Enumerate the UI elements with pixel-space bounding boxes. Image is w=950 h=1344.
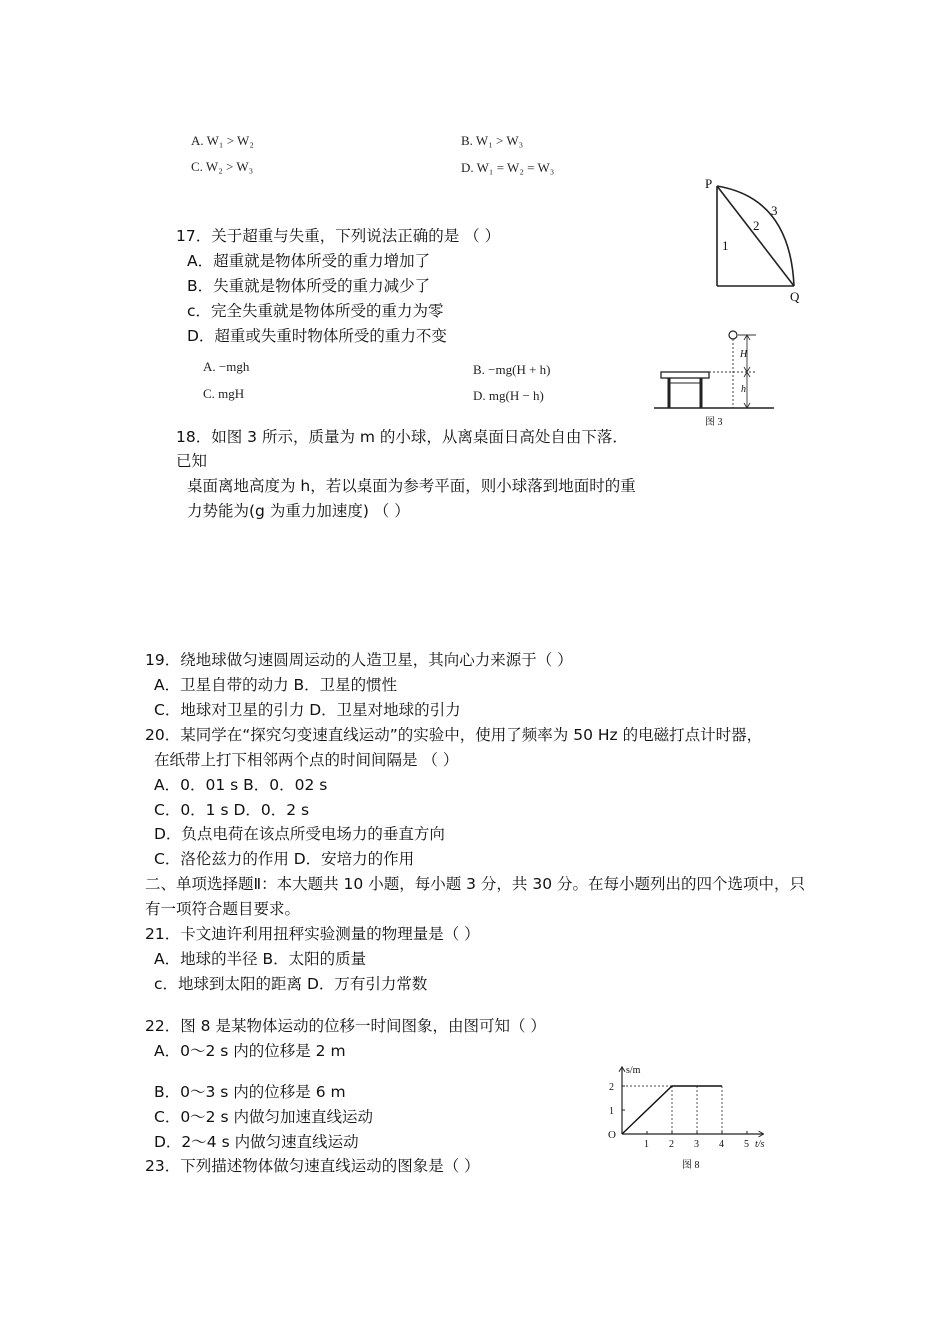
- q21-options-cd: c．地球到太阳的距离 D．万有引力常数: [154, 975, 428, 993]
- q18-stem-line4: 力势能为(g 为重力加速度) （ ）: [187, 502, 410, 520]
- q20-options-cd: C．0．1 s D．0．2 s: [154, 801, 310, 819]
- y-axis-label: s/m: [626, 1064, 641, 1076]
- q21-options-ab: A．地球的半径 B．太阳的质量: [154, 950, 367, 968]
- q17-option-b: B．失重就是物体所受的重力减少了: [187, 277, 431, 295]
- q19-options-ab: A．卫星自带的动力 B．卫星的惯性: [154, 676, 398, 694]
- figure-3: [652, 326, 776, 430]
- x-tick-label: 2: [669, 1139, 674, 1150]
- q18-stem-line1: 18．如图 3 所示，质量为 m 的小球，从离桌面日高处自由下落．: [176, 428, 628, 446]
- q18-stem-line3: 桌面离地高度为 h，若以桌面为参考平面，则小球落到地面时的重: [187, 477, 636, 495]
- q22-option-d: D．2～4 s 内做匀速直线运动: [154, 1133, 359, 1151]
- table-top: [661, 372, 709, 378]
- q22-option-c: C．0～2 s 内做匀加速直线运动: [154, 1108, 373, 1126]
- x-tick-label: 4: [719, 1139, 724, 1150]
- label-p: P: [705, 176, 713, 191]
- q19-options-cd: C．地球对卫星的引力 D．卫星对地球的引力: [154, 701, 461, 719]
- section-2-header-line2: 有一项符合题目要求。: [145, 900, 301, 918]
- q21-stem: 21．卡文迪许利用扭秤实验测量的物理量是（ ）: [145, 925, 480, 943]
- q20-extra-line1: D．负点电荷在该点所受电场力的垂直方向: [154, 825, 445, 843]
- label-path-1: 1: [722, 238, 729, 253]
- x-axis-label: t/s: [755, 1139, 765, 1150]
- label-h: h: [741, 384, 746, 395]
- q17-option-c: c．完全失重就是物体所受的重力为零: [187, 302, 444, 320]
- origin-label: O: [608, 1129, 616, 1141]
- x-tick-label: 3: [694, 1139, 699, 1150]
- q18-option-b: B. −mg(H + h): [473, 362, 551, 377]
- q18-option-a: A. −mgh: [203, 359, 250, 374]
- figure-3-caption: 图 3: [705, 417, 723, 428]
- q16-option-c: C. W₂ > W₃: [191, 159, 254, 174]
- q22-stem: 22．图 8 是某物体运动的位移一时间图象，由图可知（ ）: [145, 1017, 546, 1035]
- q16-option-d: D. W₁ = W₂ = W₃: [461, 160, 555, 175]
- q20-stem-line1: 20．某同学在“探究匀变速直线运动”的实验中，使用了频率为 50 Hz 的电磁打点计时器，: [145, 726, 763, 744]
- q18-option-d: D. mg(H − h): [473, 388, 544, 403]
- x-tick-label: 1: [644, 1139, 649, 1150]
- figure-8-chart: [598, 1048, 788, 1178]
- q17-option-a: A．超重就是物体所受的重力增加了: [187, 252, 431, 270]
- q16-option-a: A. W₁ > W₂: [191, 133, 254, 148]
- q18-option-c: C. mgH: [203, 386, 245, 401]
- pq-path-figure: [700, 172, 810, 304]
- q20-options-ab: A．0．01 s B．0．02 s: [154, 776, 328, 794]
- q17-option-d: D．超重或失重时物体所受的重力不变: [187, 327, 447, 345]
- label-path-3: 3: [771, 203, 778, 218]
- q23-stem: 23．下列描述物体做匀速直线运动的图象是（ ）: [145, 1157, 480, 1175]
- q19-stem: 19．绕地球做匀速圆周运动的人造卫星，其向心力来源于（ ）: [145, 651, 573, 669]
- x-tick-label: 5: [744, 1139, 749, 1150]
- section-2-header-line1: 二、单项选择题Ⅱ：本大题共 10 小题，每小题 3 分，共 30 分。在每小题列出的四个选项中，只: [145, 875, 806, 893]
- ball: [729, 331, 737, 339]
- q22-option-a: A．0～2 s 内的位移是 2 m: [154, 1042, 346, 1060]
- label-H: H: [740, 349, 748, 360]
- q18-stem-line2: 已知: [176, 452, 208, 470]
- q17-stem: 17．关于超重与失重，下列说法正确的是 （ ）: [176, 227, 501, 245]
- s-t-chart-svg: [598, 1048, 788, 1178]
- label-q: Q: [790, 289, 800, 304]
- q16-option-b: B. W₁ > W₃: [461, 133, 524, 148]
- label-path-2: 2: [753, 218, 760, 233]
- q20-extra-line2: C．洛伦兹力的作用 D．安培力的作用: [154, 850, 415, 868]
- q20-stem-line2: 在纸带上打下相邻两个点的时间间隔是 （ ）: [154, 751, 459, 769]
- chart-caption: 图 8: [682, 1160, 700, 1171]
- q22-option-b: B．0～3 s 内的位移是 6 m: [154, 1083, 346, 1101]
- y-tick-label: 2: [609, 1082, 614, 1093]
- y-tick-label: 1: [609, 1106, 614, 1117]
